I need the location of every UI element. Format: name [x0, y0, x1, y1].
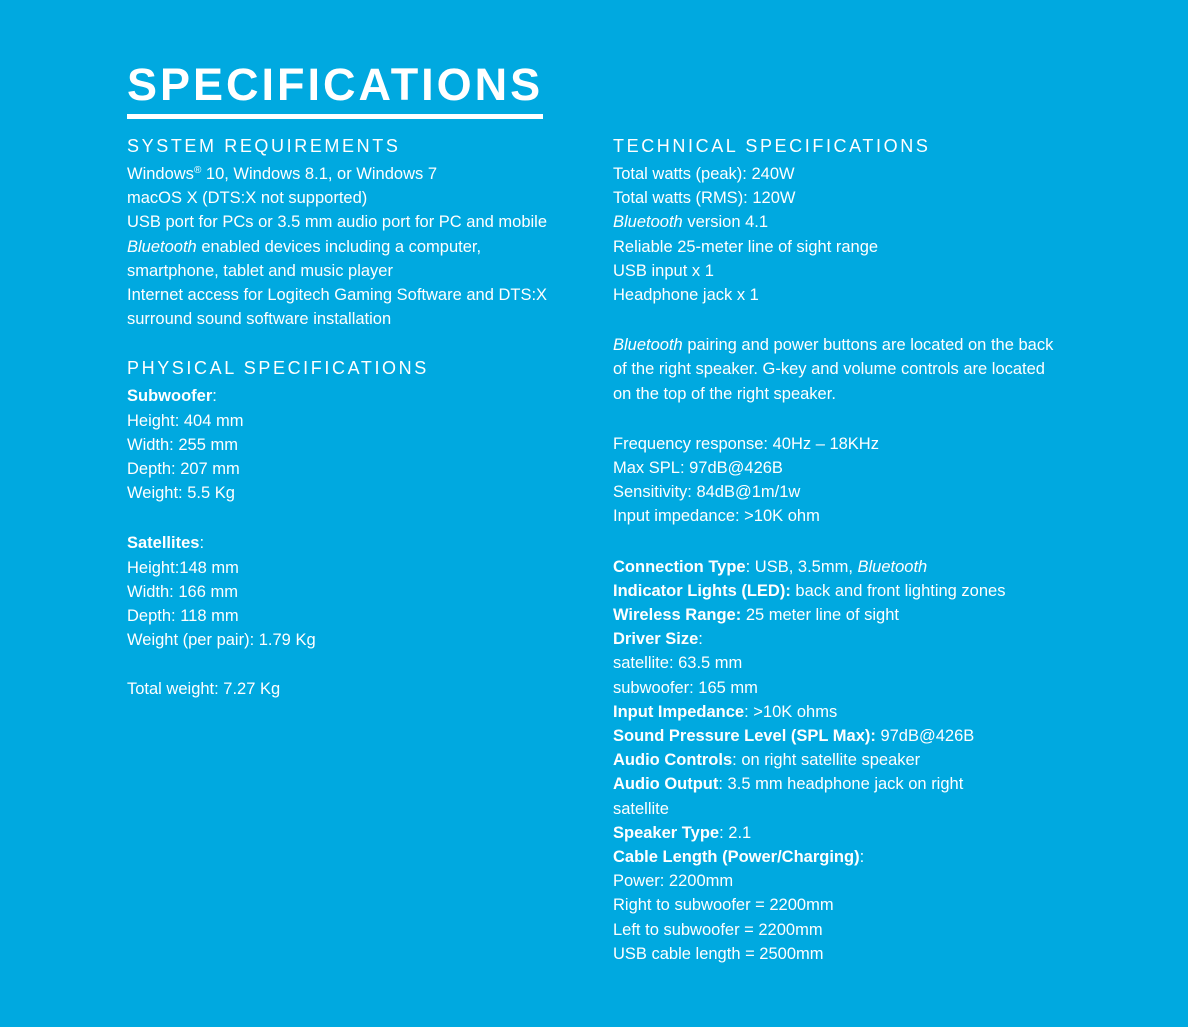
req-usb: USB port for PCs or 3.5 mm audio port for PC and mobile	[127, 213, 548, 232]
technical-specifications-heading: TECHNICAL SPECIFICATIONS	[613, 136, 931, 156]
sat-depth: Depth: 118 mm	[127, 607, 239, 626]
sensitivity: Sensitivity: 84dB@1m/1w	[613, 483, 801, 502]
input-impedance-detail: Input Impedance: >10K ohms	[613, 702, 838, 721]
sat-height: Height:148 mm	[127, 558, 239, 577]
system-requirements-heading: SYSTEM REQUIREMENTS	[127, 136, 401, 156]
speaker-type: Speaker Type: 2.1	[613, 823, 752, 842]
audio-controls: Audio Controls: on right satellite speaker	[613, 751, 921, 770]
subwoofer-label: Subwoofer:	[127, 387, 217, 406]
usb-input: USB input x 1	[613, 261, 714, 280]
bluetooth-version: Bluetooth version 4.1	[613, 213, 769, 232]
input-impedance: Input impedance: >10K ohm	[613, 507, 820, 526]
cable-right: Right to subwoofer = 2200mm	[613, 896, 834, 915]
sat-weight: Weight (per pair): 1.79 Kg	[127, 631, 316, 650]
watts-peak: Total watts (peak): 240W	[613, 165, 795, 183]
max-spl: Max SPL: 97dB@426B	[613, 459, 783, 478]
sat-width: Width: 166 mm	[127, 582, 238, 601]
left-column	[127, 134, 557, 701]
range: Reliable 25-meter line of sight range	[613, 237, 879, 256]
driver-size: Driver Size:	[613, 630, 703, 649]
indicator-lights: Indicator Lights (LED): back and front lighting zones	[613, 581, 1006, 600]
right-column	[613, 134, 1063, 966]
sub-weight: Weight: 5.5 Kg	[127, 484, 235, 503]
connection-type: Connection Type: USB, 3.5mm, Bluetooth	[613, 557, 928, 576]
pairing-note: Bluetooth pairing and power buttons are located on the back of the right speaker. G-key and volume controls are located on the top of the right speaker.	[613, 336, 1054, 403]
driver-subwoofer: subwoofer: 165 mm	[613, 678, 758, 697]
driver-satellite: satellite: 63.5 mm	[613, 654, 743, 673]
req-bluetooth: Bluetooth enabled devices including a computer, smartphone, tablet and music player	[127, 237, 482, 280]
satellites-label: Satellites:	[127, 534, 205, 553]
req-internet: Internet access for Logitech Gaming Software and DTS:X surround sound software installation	[127, 286, 548, 329]
frequency-response: Frequency response: 40Hz – 18KHz	[613, 434, 879, 453]
cable-left: Left to subwoofer = 2200mm	[613, 920, 823, 939]
registered-mark: ®	[193, 165, 202, 176]
audio-output: Audio Output: 3.5 mm headphone jack on right satellite	[613, 775, 964, 818]
cable-length: Cable Length (Power/Charging):	[613, 848, 865, 867]
sub-depth: Depth: 207 mm	[127, 460, 240, 479]
headphone-jack: Headphone jack x 1	[613, 286, 759, 305]
watts-rms: Total watts (RMS): 120W	[613, 189, 796, 208]
sub-height: Height: 404 mm	[127, 411, 244, 430]
physical-specifications-heading: PHYSICAL SPECIFICATIONS	[127, 358, 429, 379]
sound-pressure-level: Sound Pressure Level (SPL Max): 97dB@426B	[613, 727, 975, 746]
cable-usb: USB cable length = 2500mm	[613, 944, 824, 963]
wireless-range: Wireless Range: 25 meter line of sight	[613, 606, 899, 625]
req-windows: Windows® 10, Windows 8.1, or Windows 7	[127, 165, 437, 183]
cable-power: Power: 2200mm	[613, 872, 734, 891]
req-macos: macOS X (DTS:X not supported)	[127, 189, 368, 208]
total-weight: Total weight: 7.27 Kg	[127, 679, 281, 698]
page-title: SPECIFICATIONS	[127, 58, 543, 119]
sub-width: Width: 255 mm	[127, 435, 238, 454]
